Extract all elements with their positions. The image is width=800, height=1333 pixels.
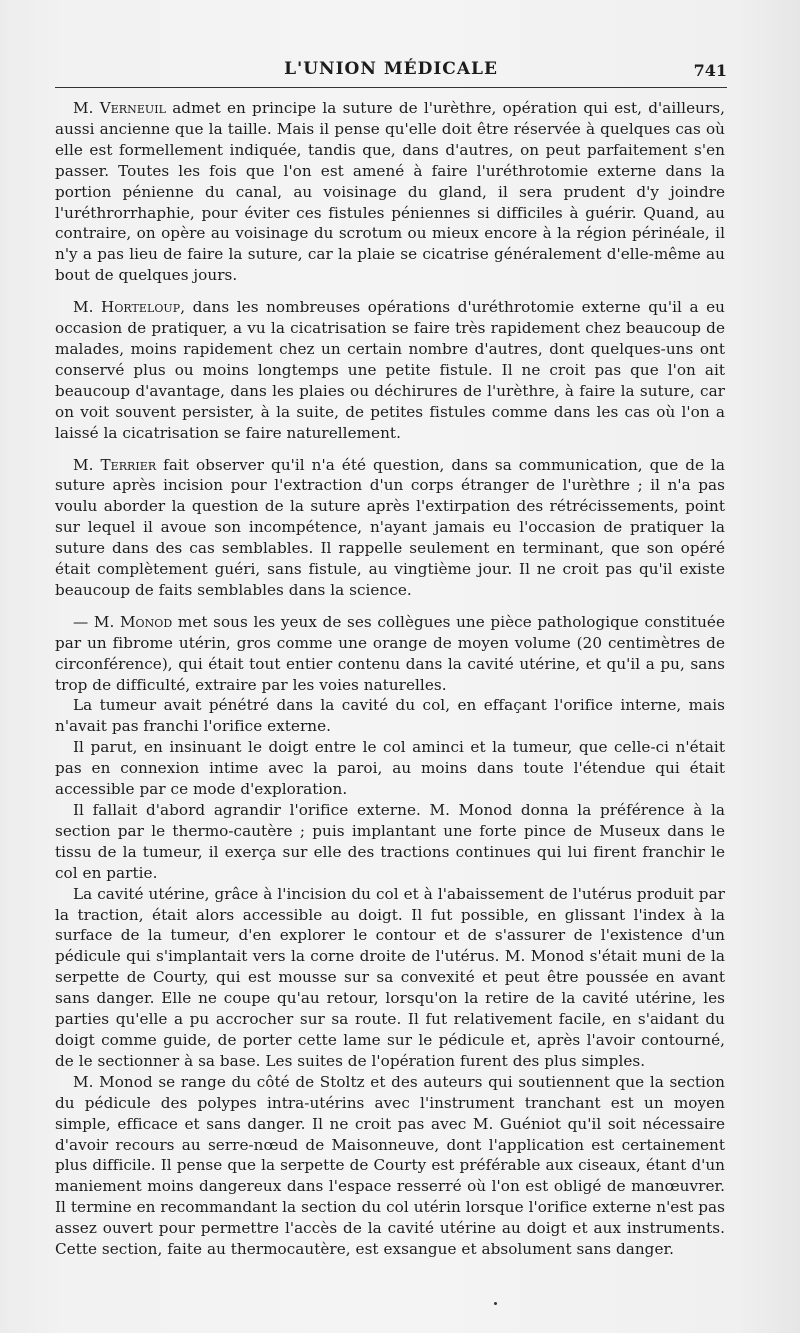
paragraph-orifice [55, 800, 725, 884]
paragraph-text: fait observer qu'il n'a été question, dans sa communication, que de la suture après incision pour l'extraction d'un corps étranger de l'urèthre ; il n'a pas voulu aborder la question de la suture après l'extirpation des rétrécissements, point sur lequel il avoue son incompétence, n'ayant jamais eu l'occasion de pratiquer la suture dans des cas semblables. Il rappelle seulement en terminant, que son opéré était complètement guéri, sans fistule, au vingtième jour. Il ne croit pas qu'il existe beaucoup de faits semblables dans la science. [55, 455, 726, 599]
paragraph-cavite [55, 884, 725, 1072]
footer-mark [494, 1302, 497, 1305]
paragraph-monod [55, 612, 725, 696]
speaker-name: — M. Monod [73, 612, 173, 631]
paragraph-text: , dans les nombreuses opérations d'uréthrotomie externe qu'il a eu occasion de pratiquer, a vu la cicatrisation se faire très rapidement chez beaucoup de malades, moins rapidement chez un certain nombre d'autres, dont quelques-uns ont conservé plus ou moins longtemps une petite fistule. Il ne croit pas que l'on ait beaucoup d'avantage, dans les plaies ou déchirures de l'urèthre, à faire la suture, car on voit souvent persister, à la suite, de petites fistules comme dans les cas où l'on a laissé la cicatrisation se faire naturellement. [55, 298, 725, 442]
paragraph-tumeur [55, 695, 725, 737]
running-title: L'UNION MÉDICALE [284, 59, 498, 79]
speaker-name: M. Verneuil [73, 99, 166, 117]
paragraph-horteloup [55, 297, 725, 443]
paragraph-text: La tumeur avait pénétré dans la cavité du col, en effaçant l'orifice interne, mais n'avait pas franchi l'orifice externe. [55, 696, 725, 736]
paragraph-exploration [55, 737, 725, 800]
paragraph-terrier [55, 455, 725, 601]
page-header [55, 55, 727, 88]
paragraph-text: Il parut, en insinuant le doigt entre le col aminci et la tumeur, que celle-ci n'était pas en connexion intime avec la paroi, au moins dans toute l'étendue qui était accessible par ce mode d'exploration. [55, 738, 725, 799]
paragraph-verneuil [55, 98, 725, 286]
speaker-name: M. Horteloup [73, 298, 181, 317]
paragraph-text: admet en principe la suture de l'urèthre, opération qui est, d'ailleurs, aussi ancienne que la taille. Mais il pense qu'elle doit être réservée à quelques cas où elle est formellement indiquée, tandis que, dans d'autres, on peut parfaitement s'en passer. Toutes les fois que l'on est amené à faire l'uréthrotomie externe dans la portion pénienne du canal, au voisinage du gland, il sera prudent d'y joindre l'uréthrorrhaphie, pour éviter ces fistules péniennes si difficiles à guérir. Quand, au contraire, on opère au voisinage du scrotum ou mieux encore à la région périnéale, il n'y a pas lieu de faire la suture, car la plaie se cicatrise généralement d'elle-même au bout de quelques jours. [55, 99, 725, 285]
paragraph-text: La cavité utérine, grâce à l'incision du col et à l'abaissement de l'utérus produit par la traction, était alors accessible au doigt. Il fut possible, en glissant l'index à la surface de la tumeur, d'en explorer le contour et de s'assurer de l'existence d'un pédicule qui s'implantait vers la corne droite de l'utérus. M. Monod s'était muni de la serpette de Courty, qui est mousse sur sa convexité et peut être poussée en avant sans danger. Elle ne coupe qu'au retour, lorsqu'on la retire de la cavité utérine, les parties qu'elle a pu accrocher sur sa route. Il fut relativement facile, en s'aidant du doigt comme guide, de porter cette lame sur le pédicule et, après l'avoir contourné, de le sectionner à sa base. Les suites de l'opération furent des plus simples. [55, 884, 725, 1070]
paragraph-text: M. Monod se range du côté de Stoltz et des auteurs qui soutiennent que la section du pédicule des polypes intra-utérins avec l'instrument tranchant est un moyen simple, efficace et sans danger. Il ne croit pas avec M. Guéniot qu'il soit nécessaire d'avoir recours au serre-nœud de Maisonneuve, dont l'application est certainement plus difficile. Il pense que la serpette de Courty est préférable aux ciseaux, étant d'un maniement moins dangereux dans l'espace resserré où l'on est obligé de manœuvrer. Il termine en recommandant la section du col utérin lorsque l'orifice externe n'est pas assez ouvert pour permettre l'accès de la cavité utérine au doigt et aux instruments. Cette section, faite au thermocautère, est exsangue et absolument sans danger. [55, 1072, 725, 1259]
article-body [55, 98, 725, 1260]
speaker-name: M. Terrier [73, 455, 157, 474]
paragraph-text: met sous les yeux de ses collègues une pièce pathologique constituée par un fibrome utérin, gros comme une orange de moyen volume (20 centimètres de circonférence), qui était tout entier contenu dans la cavité utérine, et qu'il a pu, sans trop de difficulté, extraire par les voies naturelles. [55, 612, 725, 694]
paragraph-conclusion [55, 1072, 725, 1260]
paragraph-text: Il fallait d'abord agrandir l'orifice externe. M. Monod donna la préférence à la section par le thermo-cautère ; puis implantant une forte pince de Museux dans le tissu de la tumeur, il exerça sur elle des tractions continues qui lui firent franchir le col en partie. [55, 801, 725, 882]
page-number: 741 [693, 61, 727, 80]
